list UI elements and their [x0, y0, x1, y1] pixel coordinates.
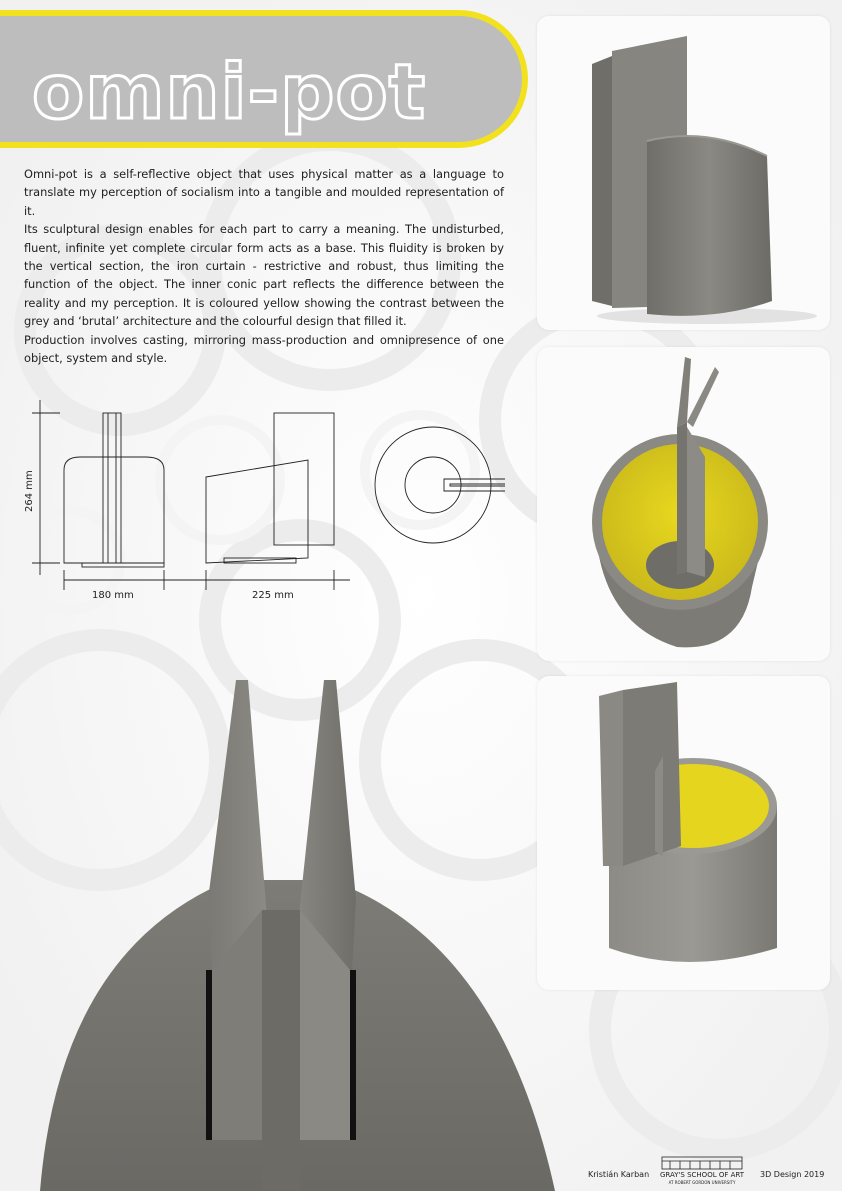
school-logo-icon — [660, 1153, 744, 1171]
closeup-render — [0, 670, 560, 1191]
render-top-view — [537, 347, 830, 661]
paragraph-production: Production involves casting, mirroring mass-production and omnipresence of one object, system and style. — [24, 332, 504, 366]
render-angled-view — [537, 676, 830, 990]
paragraph-intro: Omni-pot is a self-reflective object that uses physical matter as a language to translate my perception of socialism into a tangible and moulded representation of it. — [24, 167, 504, 218]
page-title: omni-pot — [32, 47, 427, 136]
school-name: GRAY'S SCHOOL OF ART — [659, 1171, 745, 1179]
depth-dimension-label: 225 mm — [252, 590, 294, 601]
render-side-view — [537, 16, 830, 330]
side-view — [206, 413, 334, 563]
course-label: 3D Design 2019 — [760, 1170, 825, 1179]
height-dimension-label: 264 mm — [24, 470, 35, 512]
description — [24, 165, 504, 367]
title-banner — [0, 10, 528, 148]
author-name: Kristián Karban — [588, 1170, 650, 1179]
render-top-image — [537, 347, 830, 661]
paragraph-design: Its sculptural design enables for each part to carry a meaning. The undisturbed, fluent, infinite yet complete circular form acts as a base. This fluidity is broken by the vertical section, the iron curtain - restrictive and robust, thus limiting the function of the object. The inner conic part reflects the difference between the reality and my perception. It is coloured yellow showing the contrast between the grey and ‘brutal’ architecture and the colourful design that filled it. — [24, 222, 504, 329]
top-view — [375, 427, 505, 543]
render-side-image — [537, 16, 830, 330]
technical-drawing — [20, 395, 520, 605]
render-angled-image — [537, 676, 830, 990]
school-subtitle: AT ROBERT GORDON UNIVERSITY — [668, 1180, 736, 1185]
front-view — [64, 413, 164, 567]
width-dimension-label: 180 mm — [92, 590, 134, 601]
